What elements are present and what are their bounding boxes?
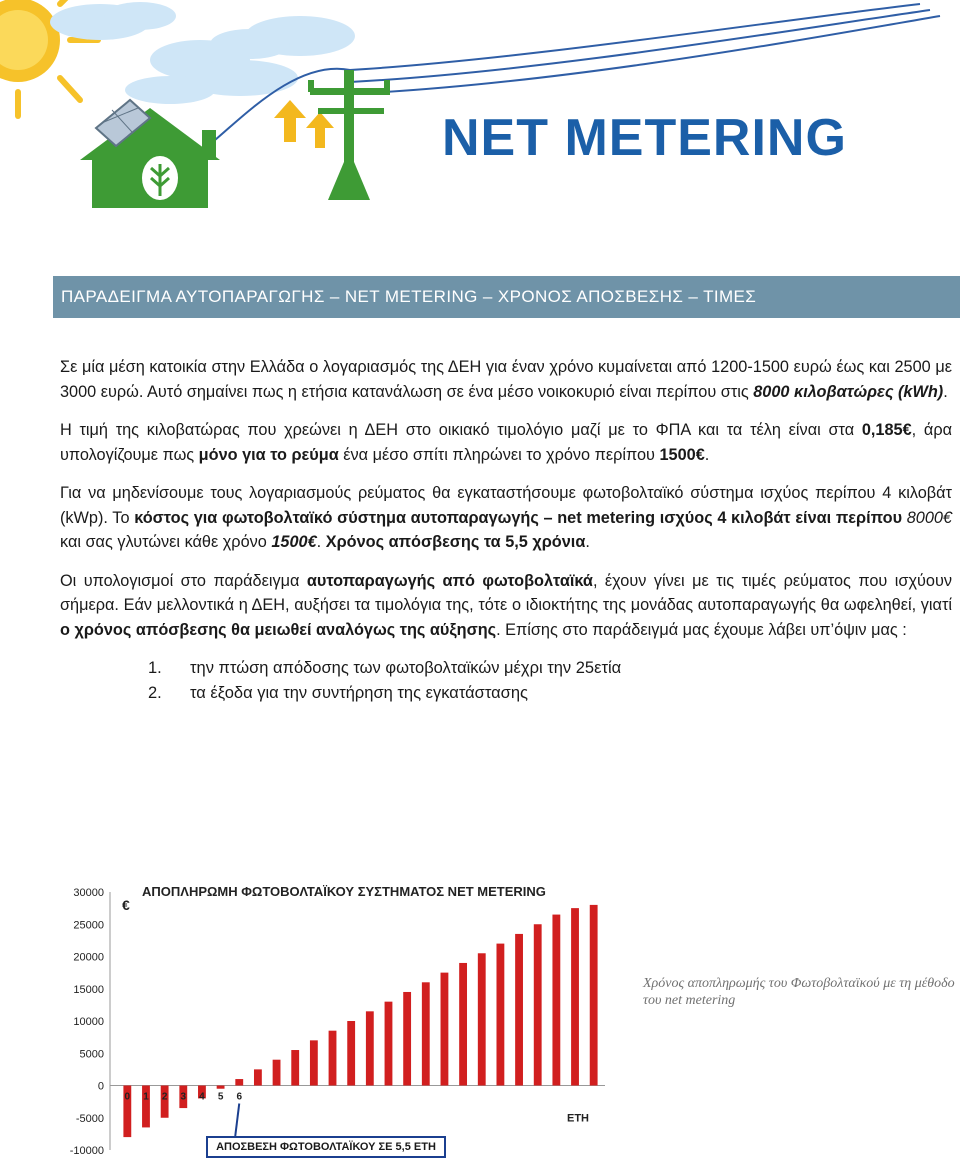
chart-bar [347, 1021, 355, 1086]
y-tick-label: -10000 [69, 1145, 104, 1157]
list-item: 2. τα έξοδα για την συντήρηση της εγκατάστασης [148, 684, 528, 702]
y-tick-label: 20000 [73, 951, 104, 964]
kwh-price-value: 0,185€ [861, 421, 912, 439]
payback-chart-plot [60, 880, 620, 1169]
paragraph-kwh-price: Η τιμή της κιλοβατώρας που χρεώνει η ΔΕΗ στο οικιακό τιμολόγιο μαζί με το ΦΠΑ και τα τέλη είναι στα 0,185€, άρα υπολογίζουμε πως μόνο για το ρεύμα ένα μέσο σπίτι πληρώνει το χρόνο περίπου 1500€. [60, 421, 952, 464]
banner [0, 0, 960, 240]
annual-consumption-value: 8000 κιλοβατώρες (kWh) [753, 382, 944, 401]
chart-bar [254, 1069, 262, 1085]
payback-leader-line [235, 1104, 239, 1137]
chart-bar [422, 982, 430, 1085]
y-tick-label: 25000 [73, 919, 104, 932]
chart-bar [329, 1031, 337, 1086]
chart-caption: Χρόνος αποπληρωμής του Φωτοβολταϊκού με τη μέθοδο του net metering [643, 976, 955, 1008]
chart-bar [552, 915, 560, 1086]
x-tick-label: 5 [217, 1091, 224, 1103]
x-axis-label: ΕΤΗ [567, 1112, 589, 1125]
payback-chart [60, 880, 620, 1169]
yearly-savings-value: 1500€ [271, 533, 317, 551]
annual-cost-value: 1500€ [659, 445, 705, 464]
chart-title: ΑΠΟΠΛΗΡΩΜΗ ΦΩΤΟΒΟΛΤΑΪΚΟΥ ΣΥΣΤΗΜΑΤΟΣ NET METERING [142, 884, 546, 899]
chart-bar [235, 1079, 243, 1085]
x-tick-label: 4 [199, 1091, 205, 1103]
section-heading: ΠΑΡΑΔΕΙΓΜΑ ΑΥΤΟΠΑΡΑΓΩΓΗΣ – NET METERING – ΧΡΟΝΟΣ ΑΠΟΣΒΕΣΗΣ – ΤΙΜΕΣ [53, 276, 960, 318]
chart-bar [366, 1011, 374, 1085]
paragraph-system-cost: Για να μηδενίσουμε τους λογαριασμούς ρεύματος θα εγκαταστήσουμε φωτοβολταϊκό σύστημα ισχύος περίπου 4 κιλοβάτ (kWp). Το κόστος για φωτοβολταϊκό σύστημα αυτοπαραγωγής – net metering ισχύος 4 κιλοβάτ είναι περίπου 8000€ και σας γλυτώνει κάθε χρόνο 1500€. Χρόνος απόσβεσης τα 5,5 χρόνια. [60, 484, 952, 551]
payback-annotation: ΑΠΟΣΒΕΣΗ ΦΩΤΟΒΟΛΤΑΪΚΟΥ ΣΕ 5,5 ΕΤΗ [206, 1136, 446, 1158]
y-tick-label: -5000 [75, 1112, 104, 1125]
chart-bar [496, 944, 504, 1086]
chart-bar [403, 992, 411, 1086]
article-body [60, 355, 952, 706]
chart-bar [478, 953, 486, 1085]
y-tick-label: 30000 [73, 887, 104, 899]
chart-bar [385, 1002, 393, 1086]
y-tick-label: 10000 [73, 1016, 104, 1028]
y-tick-label: 15000 [73, 983, 104, 996]
considerations-list [60, 656, 952, 706]
chart-bar [590, 905, 598, 1086]
chart-bar [310, 1040, 318, 1085]
y-tick-label: 0 [97, 1080, 104, 1093]
chart-bar [273, 1060, 281, 1086]
paragraph-household-bill: Σε μία μέση κατοικία στην Ελλάδα ο λογαριασμός της ΔΕΗ για έναν χρόνο κυμαίνεται από 1200-1500 ευρώ έως και 2500 με 3000 ευρώ. Αυτό σημαίνει πως η ετήσια κατανάλωση σε ένα μέσο νοικοκυριό είναι περίπου στις 8000 κιλοβατώρες (kWh). [60, 358, 952, 401]
system-cost-value: 8000€ [902, 508, 952, 527]
payback-period-text: Χρόνος απόσβεσης τα 5,5 χρόνια [325, 533, 586, 551]
chart-bar [571, 908, 579, 1085]
x-tick-label: 6 [236, 1091, 243, 1103]
chart-bar [217, 1086, 225, 1089]
list-item: 1. την πτώση απόδοσης των φωτοβολταϊκών μέχρι την 25ετία [148, 659, 622, 677]
x-tick-label: 1 [143, 1091, 149, 1103]
x-tick-label: 0 [124, 1091, 131, 1103]
x-tick-label: 2 [161, 1091, 168, 1103]
brand-title: NET METERING [442, 109, 847, 167]
chart-bar [534, 924, 542, 1085]
paragraph-calculations: Οι υπολογισμοί στο παράδειγμα αυτοπαραγωγής από φωτοβολταϊκά, έχουν γίνει με τις τιμές ρεύματος που ισχύουν σήμερα. Εάν μελλοντικά η ΔΕΗ, αυξήσει τα τιμολόγια της, τότε ο ιδιοκτήτης της μονάδας αυτοπαραγωγής θα ωφεληθεί, γιατί ο χρόνος απόσβεσης θα μειωθεί αναλόγως της αύξησης. Επίσης στο παράδειγμά μας έχουμε λάβει υπ’όψιν μας : [60, 571, 952, 639]
chart-bar [515, 934, 523, 1086]
chart-bar [441, 973, 449, 1086]
x-tick-label: 3 [180, 1091, 187, 1103]
chart-bar [291, 1050, 299, 1085]
up-arrow-icon [274, 100, 334, 148]
y-tick-label: 5000 [79, 1048, 104, 1061]
solar-house-icon [80, 100, 220, 208]
chart-bar [459, 963, 467, 1086]
y-axis-label: € [122, 897, 130, 913]
